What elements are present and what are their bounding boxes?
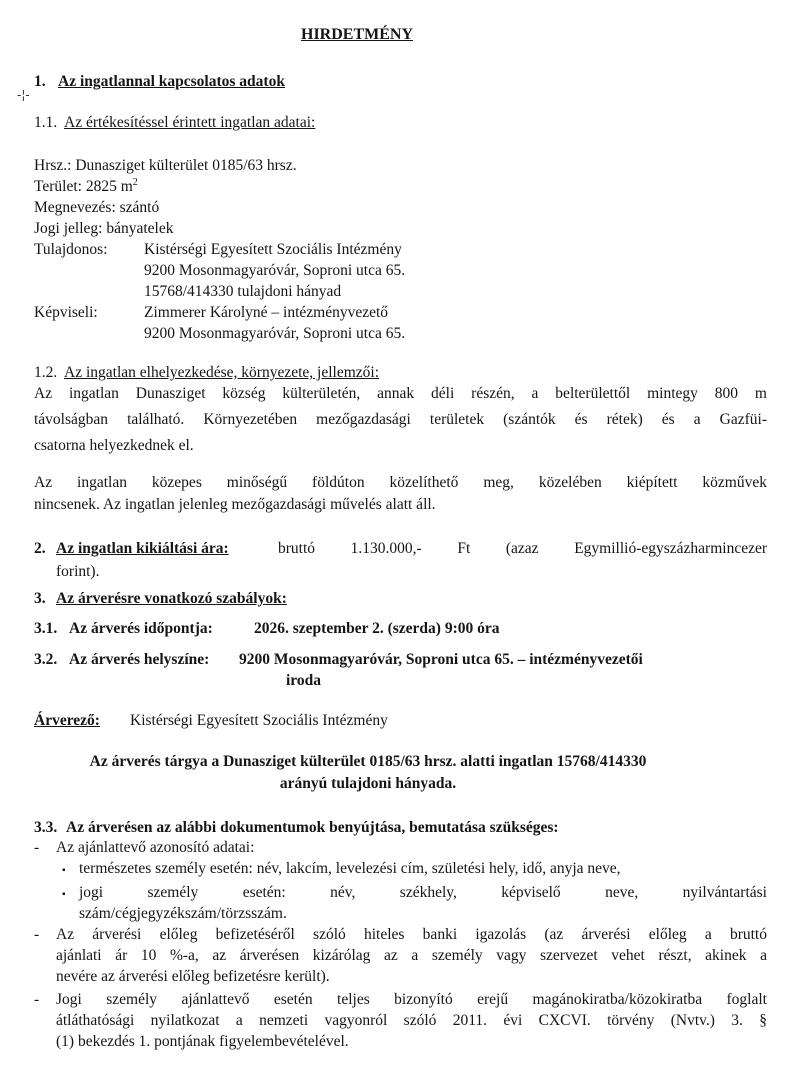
list-item-cont: átláthatósági nyilatkozat a nemzeti vagyonról szóló 2011. évi CXCVI. törvény (Nvtv.) 3. §: [56, 1012, 767, 1029]
bullet-icon: ▪: [62, 865, 66, 876]
paragraph-line: Az ingatlan Dunasziget község külterületén, annak déli részén, a belterülettől mintegy 800 m: [34, 385, 767, 402]
list-item-cont: ajánlati ár 10 %-a, az árverésen kizárólag az a személy vagy szervezet vehet részt, akinek a: [56, 947, 767, 964]
section-3-heading: Az árverésre vonatkozó szabályok:: [56, 590, 287, 607]
list-subitem-cont: szám/cégjegyzékszám/törzsszám.: [79, 905, 287, 922]
auction-location-cont: iroda: [286, 672, 322, 689]
list-item: Az árverési előleg befizetéséről szóló hiteles banki igazolás (az árverési előleg a bruttó: [56, 926, 767, 943]
section-3-number: 3.: [34, 590, 46, 607]
terulet-text: Terület: 2825 m: [34, 178, 133, 195]
kepviseli-line: 9200 Mosonmagyaróvár, Soproni utca 65.: [144, 325, 406, 342]
list-dash: -: [34, 991, 40, 1008]
list-item-cont: (1) bekezdés 1. pontjának figyelembevételével.: [56, 1033, 349, 1050]
section-3-1-number: 3.1.: [34, 620, 58, 637]
list-subitem: természetes személy esetén: név, lakcím, levelezési cím, születési hely, idő, anyja neve,: [79, 860, 621, 877]
list-dash: -: [34, 839, 40, 856]
bullet-icon: ▪: [62, 889, 66, 900]
section-3-1-label: Az árverés időpontja:: [69, 620, 213, 637]
section-2-number: 2.: [34, 540, 46, 557]
section-2-text-cont: forint).: [56, 563, 100, 580]
section-1-1-heading: Az értékesítéssel érintett ingatlan adatai:: [64, 114, 316, 131]
section-3-2-label: Az árverés helyszíne:: [69, 651, 210, 668]
section-1-heading: Az ingatlannal kapcsolatos adatok: [58, 73, 285, 90]
paragraph-line: távolságban található. Környezetében mezőgazdasági területek (szántók és rétek) és a Gazfüi-: [34, 411, 767, 428]
section-3-3-number: 3.3.: [34, 819, 58, 836]
arverezo-value: Kistérségi Egyesített Szociális Intézmény: [130, 712, 388, 729]
auction-datetime: 2026. szeptember 2. (szerda) 9:00 óra: [254, 620, 500, 637]
margin-mark: -¦-: [17, 88, 30, 102]
arverezo-label: Árverező:: [34, 712, 100, 729]
section-2-heading: Az ingatlan kikiáltási ára:: [56, 540, 229, 557]
megnevezes-line: Megnevezés: szántó: [34, 199, 160, 216]
section-3-2-number: 3.2.: [34, 651, 58, 668]
tulajdonos-label: Tulajdonos:: [34, 241, 108, 258]
terulet-line: [34, 176, 138, 198]
section-1-2-number: 1.2.: [34, 364, 58, 381]
tulajdonos-line: 9200 Mosonmagyaróvár, Soproni utca 65.: [144, 262, 406, 279]
jogi-jelleg-line: Jogi jelleg: bányatelek: [34, 220, 174, 237]
paragraph-line: nincsenek. Az ingatlan jelenleg mezőgazdasági művelés alatt áll.: [34, 496, 436, 513]
section-1-number: 1.: [34, 73, 46, 90]
terulet-superscript: 2: [132, 177, 138, 188]
list-subitem: jogi személy esetén: név, székhely, képviselő neve, nyilvántartási: [79, 884, 767, 901]
paragraph-line: Az ingatlan közepes minőségű földúton közelíthető meg, közelében kiépített közművek: [34, 474, 767, 491]
auction-subject-line: arányú tulajdoni hányada.: [279, 775, 457, 792]
hrsz-line: Hrsz.: Dunasziget külterület 0185/63 hrsz.: [34, 157, 297, 174]
list-item-cont: nevére az árverési előleg befizetésre került).: [56, 968, 330, 985]
section-1-2-heading: Az ingatlan elhelyezkedése, környezete, jellemzői:: [64, 364, 380, 381]
list-item: Az ajánlattevő azonosító adatai:: [56, 839, 255, 856]
auction-subject-line: Az árverés tárgya a Dunasziget külterület 0185/63 hrsz. alatti ingatlan 15768/414330: [89, 753, 647, 770]
paragraph-line: csatorna helyezkednek el.: [34, 437, 194, 454]
section-3-3-heading: Az árverésen az alábbi dokumentumok benyújtása, bemutatása szükséges:: [66, 819, 559, 836]
kepviseli-label: Képviseli:: [34, 304, 98, 321]
document-title: HIRDETMÉNY: [301, 26, 414, 43]
section-2-text: bruttó 1.130.000,- Ft (azaz Egymillió-egyszázharmincezer: [278, 540, 767, 557]
tulajdonos-line: Kistérségi Egyesített Szociális Intézmény: [144, 241, 402, 258]
section-1-1-number: 1.1.: [34, 114, 58, 131]
list-item: Jogi személy ajánlattevő esetén teljes bizonyító erejű magánokiratba/közokiratba foglalt: [56, 991, 767, 1008]
tulajdonos-line: 15768/414330 tulajdoni hányad: [144, 283, 342, 300]
kepviseli-line: Zimmerer Károlyné – intézményvezető: [144, 304, 389, 321]
auction-location: 9200 Mosonmagyaróvár, Soproni utca 65. – intézményvezetői: [239, 651, 643, 668]
list-dash: -: [34, 926, 40, 943]
